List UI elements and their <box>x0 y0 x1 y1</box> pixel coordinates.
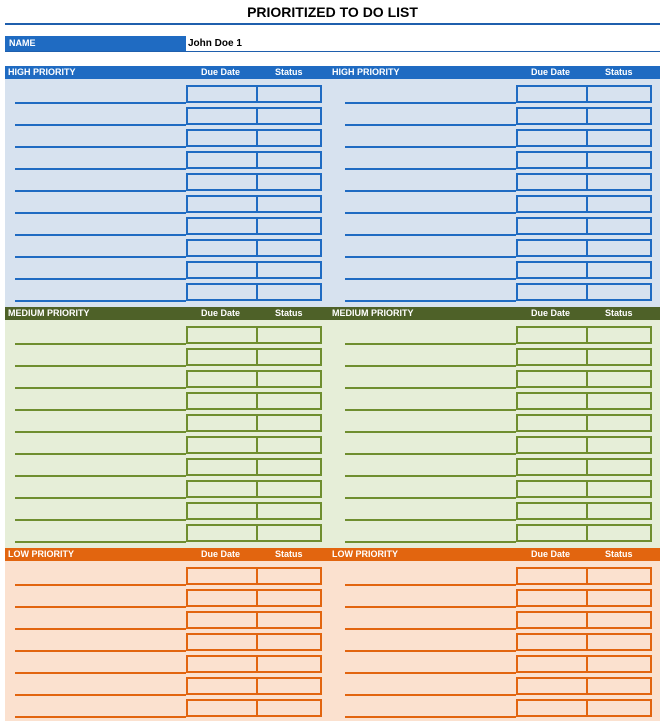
status-cell[interactable] <box>256 524 322 542</box>
name-field[interactable]: John Doe 1 <box>188 38 242 49</box>
task-input[interactable] <box>15 497 186 499</box>
task-input[interactable] <box>345 190 516 192</box>
status-cell[interactable] <box>256 567 322 585</box>
task-input[interactable] <box>345 124 516 126</box>
task-row <box>5 215 325 237</box>
status-cell[interactable] <box>256 589 322 607</box>
task-input[interactable] <box>345 431 516 433</box>
task-row <box>5 565 325 587</box>
due-date-cell[interactable] <box>516 239 588 257</box>
task-row <box>5 478 325 500</box>
task-input[interactable] <box>15 453 186 455</box>
task-row <box>335 478 655 500</box>
task-row <box>5 434 325 456</box>
task-input[interactable] <box>15 716 186 718</box>
status-cell[interactable] <box>586 655 652 673</box>
status-cell[interactable] <box>256 85 322 103</box>
status-cell[interactable] <box>256 392 322 410</box>
status-cell[interactable] <box>256 261 322 279</box>
status-cell[interactable] <box>586 589 652 607</box>
due-date-cell[interactable] <box>516 699 588 717</box>
due-date-header-left: Due Date <box>201 67 241 77</box>
section-high-priority <box>5 66 660 307</box>
task-row <box>5 500 325 522</box>
task-row <box>5 171 325 193</box>
task-row <box>335 434 655 456</box>
due-date-header-right: Due Date <box>531 549 571 559</box>
status-cell[interactable] <box>586 414 652 432</box>
section-header <box>5 307 660 320</box>
status-cell[interactable] <box>256 217 322 235</box>
task-row <box>335 500 655 522</box>
task-input[interactable] <box>345 234 516 236</box>
task-row <box>5 127 325 149</box>
section-header <box>5 548 660 561</box>
due-date-cell[interactable] <box>516 611 588 629</box>
status-cell[interactable] <box>256 414 322 432</box>
task-input[interactable] <box>15 256 186 258</box>
status-cell[interactable] <box>256 239 322 257</box>
task-row <box>335 346 655 368</box>
task-input[interactable] <box>15 300 186 302</box>
task-row <box>335 675 655 697</box>
due-date-cell[interactable] <box>186 524 258 542</box>
task-row <box>5 631 325 653</box>
due-date-cell[interactable] <box>186 326 258 344</box>
task-input[interactable] <box>345 584 516 586</box>
due-date-cell[interactable] <box>516 195 588 213</box>
task-row <box>335 631 655 653</box>
task-row <box>5 346 325 368</box>
task-input[interactable] <box>345 212 516 214</box>
task-row <box>5 697 325 719</box>
task-row <box>5 412 325 434</box>
due-date-cell[interactable] <box>516 524 588 542</box>
status-cell[interactable] <box>586 107 652 125</box>
section-label-right: LOW PRIORITY <box>332 549 398 559</box>
status-cell[interactable] <box>256 326 322 344</box>
status-header-left: Status <box>275 549 303 559</box>
status-cell[interactable] <box>586 348 652 366</box>
task-input[interactable] <box>15 694 186 696</box>
due-date-cell[interactable] <box>186 283 258 301</box>
status-cell[interactable] <box>586 195 652 213</box>
status-cell[interactable] <box>586 502 652 520</box>
due-date-cell[interactable] <box>516 567 588 585</box>
due-date-cell[interactable] <box>516 677 588 695</box>
task-row <box>5 456 325 478</box>
task-row <box>5 324 325 346</box>
status-cell[interactable] <box>256 129 322 147</box>
status-cell[interactable] <box>586 326 652 344</box>
due-date-cell[interactable] <box>516 502 588 520</box>
due-date-cell[interactable] <box>516 414 588 432</box>
section-medium-priority <box>5 307 660 548</box>
status-cell[interactable] <box>586 699 652 717</box>
due-date-cell[interactable] <box>186 611 258 629</box>
task-input[interactable] <box>15 650 186 652</box>
task-row <box>5 105 325 127</box>
task-input[interactable] <box>345 146 516 148</box>
status-cell[interactable] <box>586 85 652 103</box>
due-date-cell[interactable] <box>516 326 588 344</box>
status-cell[interactable] <box>256 151 322 169</box>
due-date-cell[interactable] <box>516 392 588 410</box>
task-row <box>335 324 655 346</box>
status-cell[interactable] <box>586 129 652 147</box>
status-cell[interactable] <box>586 370 652 388</box>
task-row <box>335 522 655 544</box>
task-input[interactable] <box>15 146 186 148</box>
task-input[interactable] <box>15 387 186 389</box>
task-input[interactable] <box>15 168 186 170</box>
section-label-left: MEDIUM PRIORITY <box>8 308 90 318</box>
task-row <box>335 215 655 237</box>
task-row <box>5 83 325 105</box>
task-row <box>335 259 655 281</box>
due-date-cell[interactable] <box>516 655 588 673</box>
status-cell[interactable] <box>586 611 652 629</box>
status-header-left: Status <box>275 67 303 77</box>
status-cell[interactable] <box>256 677 322 695</box>
status-cell[interactable] <box>586 677 652 695</box>
due-date-cell[interactable] <box>516 217 588 235</box>
task-row <box>5 522 325 544</box>
task-input[interactable] <box>345 278 516 280</box>
task-input[interactable] <box>15 519 186 521</box>
due-date-cell[interactable] <box>516 261 588 279</box>
status-cell[interactable] <box>256 195 322 213</box>
due-date-cell[interactable] <box>186 458 258 476</box>
task-input[interactable] <box>345 453 516 455</box>
status-cell[interactable] <box>586 633 652 651</box>
due-date-cell[interactable] <box>186 107 258 125</box>
due-date-cell[interactable] <box>516 107 588 125</box>
due-date-cell[interactable] <box>186 195 258 213</box>
status-cell[interactable] <box>256 436 322 454</box>
status-cell[interactable] <box>586 458 652 476</box>
task-row <box>335 105 655 127</box>
task-row <box>335 83 655 105</box>
status-cell[interactable] <box>586 151 652 169</box>
task-input[interactable] <box>345 365 516 367</box>
status-cell[interactable] <box>586 283 652 301</box>
status-cell[interactable] <box>586 261 652 279</box>
due-date-cell[interactable] <box>186 589 258 607</box>
task-input[interactable] <box>15 628 186 630</box>
due-date-cell[interactable] <box>186 655 258 673</box>
due-date-cell[interactable] <box>186 392 258 410</box>
due-date-cell[interactable] <box>186 129 258 147</box>
task-input[interactable] <box>345 650 516 652</box>
task-input[interactable] <box>345 628 516 630</box>
name-bar <box>5 36 660 52</box>
task-row <box>5 368 325 390</box>
task-input[interactable] <box>345 409 516 411</box>
due-date-cell[interactable] <box>516 129 588 147</box>
task-input[interactable] <box>345 387 516 389</box>
status-cell[interactable] <box>256 107 322 125</box>
due-date-cell[interactable] <box>186 151 258 169</box>
due-date-cell[interactable] <box>186 173 258 191</box>
task-input[interactable] <box>15 234 186 236</box>
due-date-cell[interactable] <box>516 589 588 607</box>
due-date-cell[interactable] <box>516 436 588 454</box>
status-cell[interactable] <box>586 567 652 585</box>
task-row <box>5 237 325 259</box>
due-date-cell[interactable] <box>516 370 588 388</box>
due-date-cell[interactable] <box>186 480 258 498</box>
task-row <box>5 653 325 675</box>
due-date-cell[interactable] <box>186 699 258 717</box>
section-header <box>5 66 660 79</box>
due-date-cell[interactable] <box>516 85 588 103</box>
due-date-cell[interactable] <box>186 239 258 257</box>
task-row <box>335 281 655 303</box>
status-header-left: Status <box>275 308 303 318</box>
task-row <box>335 390 655 412</box>
task-row <box>335 653 655 675</box>
task-input[interactable] <box>345 300 516 302</box>
task-input[interactable] <box>345 475 516 477</box>
status-cell[interactable] <box>256 348 322 366</box>
task-input[interactable] <box>15 606 186 608</box>
task-input[interactable] <box>15 409 186 411</box>
status-cell[interactable] <box>256 370 322 388</box>
section-label-right: HIGH PRIORITY <box>332 67 400 77</box>
due-date-cell[interactable] <box>186 348 258 366</box>
due-date-cell[interactable] <box>186 567 258 585</box>
due-date-cell[interactable] <box>186 217 258 235</box>
due-date-cell[interactable] <box>186 436 258 454</box>
due-date-cell[interactable] <box>186 414 258 432</box>
status-cell[interactable] <box>256 480 322 498</box>
status-cell[interactable] <box>256 633 322 651</box>
task-input[interactable] <box>345 497 516 499</box>
task-input[interactable] <box>345 102 516 104</box>
status-cell[interactable] <box>586 480 652 498</box>
task-input[interactable] <box>15 124 186 126</box>
status-cell[interactable] <box>256 611 322 629</box>
due-date-cell[interactable] <box>516 173 588 191</box>
task-input[interactable] <box>345 256 516 258</box>
status-cell[interactable] <box>256 283 322 301</box>
task-row <box>335 609 655 631</box>
task-input[interactable] <box>345 672 516 674</box>
due-date-cell[interactable] <box>186 370 258 388</box>
task-row <box>335 587 655 609</box>
task-input[interactable] <box>15 672 186 674</box>
task-row <box>335 565 655 587</box>
due-date-header-left: Due Date <box>201 549 241 559</box>
status-cell[interactable] <box>586 436 652 454</box>
due-date-cell[interactable] <box>516 283 588 301</box>
status-header-right: Status <box>605 67 633 77</box>
section-low-priority <box>5 548 660 721</box>
task-row <box>5 675 325 697</box>
task-input[interactable] <box>15 343 186 345</box>
due-date-cell[interactable] <box>186 261 258 279</box>
due-date-cell[interactable] <box>186 502 258 520</box>
task-input[interactable] <box>345 343 516 345</box>
task-input[interactable] <box>345 606 516 608</box>
due-date-header-right: Due Date <box>531 67 571 77</box>
status-cell[interactable] <box>256 173 322 191</box>
task-input[interactable] <box>15 102 186 104</box>
section-label-right: MEDIUM PRIORITY <box>332 308 414 318</box>
task-input[interactable] <box>15 212 186 214</box>
page-title: PRIORITIZED TO DO LIST <box>5 0 660 25</box>
status-cell[interactable] <box>586 524 652 542</box>
task-row <box>335 412 655 434</box>
task-input[interactable] <box>345 716 516 718</box>
due-date-cell[interactable] <box>516 348 588 366</box>
section-body <box>5 561 660 721</box>
status-cell[interactable] <box>586 173 652 191</box>
task-input[interactable] <box>345 519 516 521</box>
due-date-cell[interactable] <box>186 633 258 651</box>
due-date-cell[interactable] <box>516 458 588 476</box>
due-date-cell[interactable] <box>516 633 588 651</box>
task-input[interactable] <box>15 541 186 543</box>
due-date-cell[interactable] <box>516 151 588 169</box>
section-body <box>5 79 660 307</box>
status-cell[interactable] <box>256 502 322 520</box>
task-input[interactable] <box>15 475 186 477</box>
name-label: NAME <box>5 36 186 51</box>
task-row <box>5 390 325 412</box>
due-date-cell[interactable] <box>516 480 588 498</box>
section-label-left: HIGH PRIORITY <box>8 67 76 77</box>
status-cell[interactable] <box>256 699 322 717</box>
task-input[interactable] <box>345 694 516 696</box>
status-cell[interactable] <box>256 458 322 476</box>
task-input[interactable] <box>15 584 186 586</box>
status-cell[interactable] <box>256 655 322 673</box>
task-row <box>335 193 655 215</box>
due-date-header-left: Due Date <box>201 308 241 318</box>
task-row <box>5 609 325 631</box>
task-row <box>335 171 655 193</box>
section-label-left: LOW PRIORITY <box>8 549 74 559</box>
status-header-right: Status <box>605 308 633 318</box>
due-date-cell[interactable] <box>186 677 258 695</box>
task-row <box>335 237 655 259</box>
task-row <box>335 149 655 171</box>
status-cell[interactable] <box>586 392 652 410</box>
task-input[interactable] <box>15 365 186 367</box>
task-input[interactable] <box>15 431 186 433</box>
task-row <box>5 281 325 303</box>
task-row <box>5 259 325 281</box>
status-cell[interactable] <box>586 239 652 257</box>
task-row <box>5 587 325 609</box>
status-cell[interactable] <box>586 217 652 235</box>
task-row <box>335 456 655 478</box>
task-input[interactable] <box>345 168 516 170</box>
task-row <box>335 368 655 390</box>
task-row <box>335 127 655 149</box>
due-date-header-right: Due Date <box>531 308 571 318</box>
status-header-right: Status <box>605 549 633 559</box>
task-input[interactable] <box>15 278 186 280</box>
section-body <box>5 320 660 548</box>
task-row <box>335 697 655 719</box>
task-input[interactable] <box>15 190 186 192</box>
due-date-cell[interactable] <box>186 85 258 103</box>
task-row <box>5 193 325 215</box>
task-row <box>5 149 325 171</box>
task-input[interactable] <box>345 541 516 543</box>
